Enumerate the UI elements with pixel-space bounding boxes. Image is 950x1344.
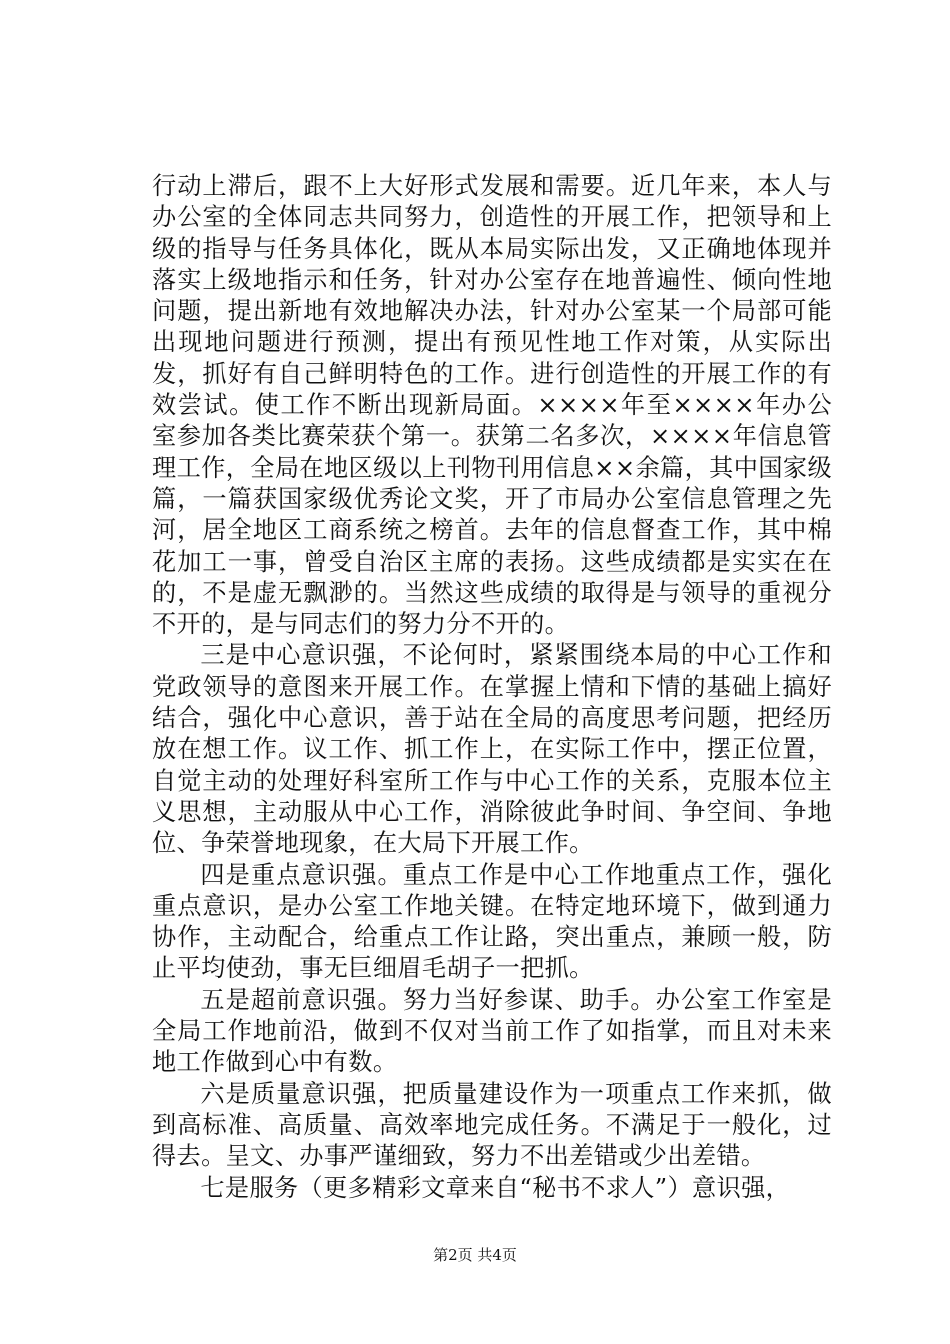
- document-body: [152, 171, 832, 1204]
- page-number-footer: 第2页 共4页: [433, 1246, 517, 1264]
- paragraph-advance-awareness: 五是超前意识强。努力当好参谋、助手。办公室工作室是全局工作地前沿，做到不仅对当前工作了如指掌，而且对未来地工作做到心中有数。: [152, 985, 832, 1077]
- paragraph-quality-awareness: 六是质量意识强，把质量建设作为一项重点工作来抓，做到高标准、高质量、高效率地完成任务。不满足于一般化，过得去。呈文、办事严谨细致，努力不出差错或少出差错。: [152, 1079, 832, 1171]
- paragraph-key-awareness: 四是重点意识强。重点工作是中心工作地重点工作，强化重点意识，是办公室工作地关键。在特定地环境下，做到通力协作，主动配合，给重点工作让路，突出重点，兼顾一般，防止平均使劲，事无巨细眉毛胡子一把抓。: [152, 860, 832, 983]
- paragraph-continuation: 行动上滞后，跟不上大好形式发展和需要。近几年来，本人与办公室的全体同志共同努力，创造性的开展工作，把领导和上级的指导与任务具体化，既从本局实际出发，又正确地体现并落实上级地指示和任务，针对办公室存在地普遍性、倾向性地问题，提出新地有效地解决办法，针对办公室某一个局部可能出现地问题进行预测，提出有预见性地工作对策，从实际出发，抓好有自己鲜明特色的工作。进行创造性的开展工作的有效尝试。使工作不断出现新局面。××××年至××××年办公室参加各类比赛荣获个第一。获第二名多次，××××年信息管理工作，全局在地区级以上刊物刊用信息××余篇，其中国家级篇，一篇获国家级优秀论文奖，开了市局办公室信息管理之先河，居全地区工商系统之榜首。去年的信息督查工作，其中棉花加工一事，曾受自治区主席的表扬。这些成绩都是实实在在的，不是虚无飘渺的。当然这些成绩的取得是与领导的重视分不开的，是与同志们的努力分不开的。: [152, 172, 832, 639]
- paragraph-center-awareness: 三是中心意识强，不论何时，紧紧围绕本局的中心工作和党政领导的意图来开展工作。在掌握上情和下情的基础上搞好结合，强化中心意识，善于站在全局的高度思考问题，把经历放在想工作。议工作、抓工作上，在实际工作中，摆正位置，自觉主动的处理好科室所工作与中心工作的关系，克服本位主义思想，主动服从中心工作，消除彼此争时间、争空间、争地位、争荣誉地现象，在大局下开展工作。: [152, 641, 832, 858]
- paragraph-service-awareness: 七是服务（更多精彩文章来自“秘书不求人”）意识强，: [200, 1173, 791, 1202]
